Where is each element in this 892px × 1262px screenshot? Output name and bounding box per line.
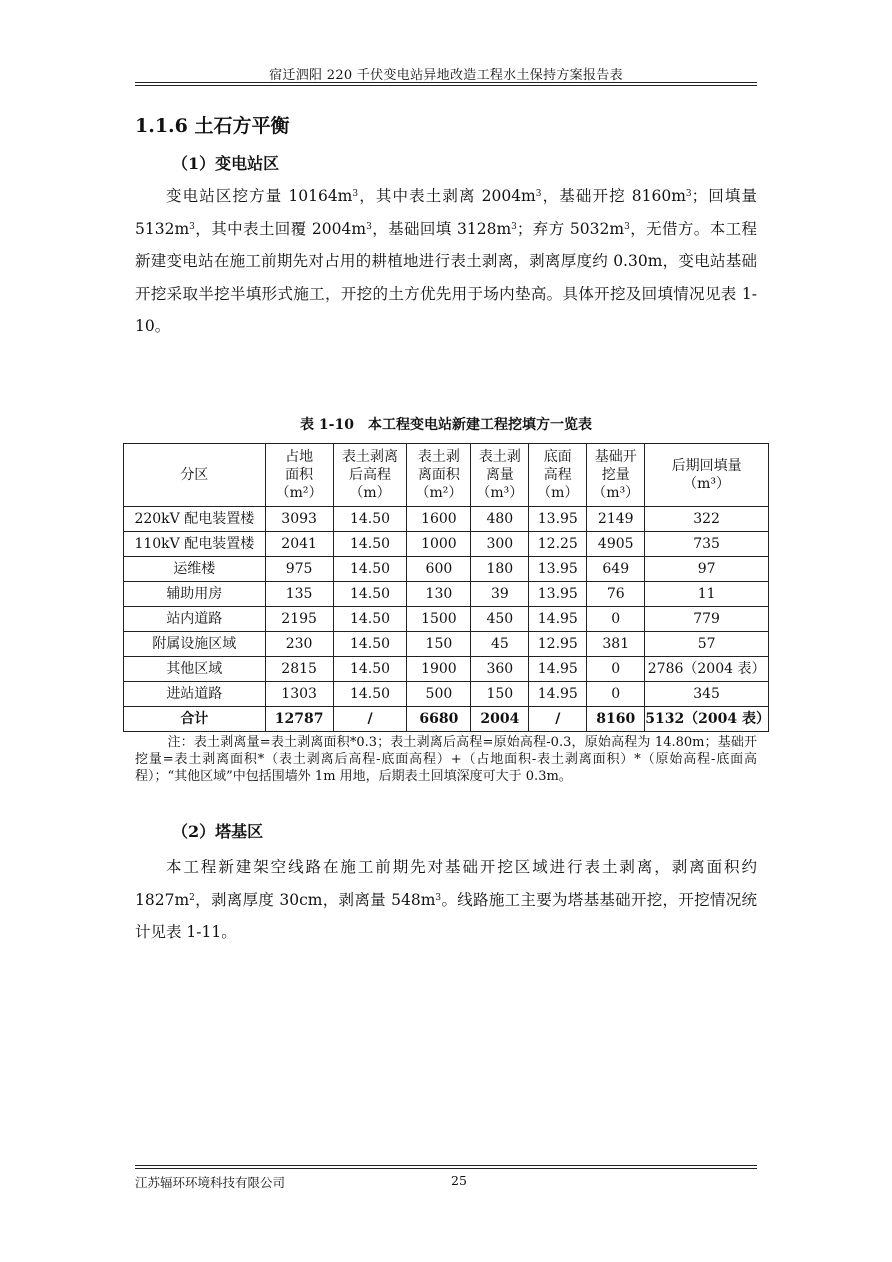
table-cell: 13.95 [529,507,587,532]
table-cell: 14.50 [333,607,407,632]
table-total-cell: / [333,707,407,732]
table-cell: 76 [587,582,645,607]
header-rule [135,82,757,83]
header-line: 基础开 [594,449,637,465]
section-heading [135,111,290,138]
table-row [124,632,769,657]
header-line: 底面 [543,449,572,465]
earthwork-table [123,443,769,732]
header-line: 分区 [180,467,209,483]
table-cell: 辅助用房 [124,582,266,607]
substation-paragraph: 变电站区挖方量 $10164m^3$，其中表土剥离 $2004m^3$，基础开挖 $8160m^3$；回填量 $5132m^3$，其中表土回覆 $2004m^3$，基础回填 $3128m^3$；弃方 $5032m^3$，无借方。本工程新建变电站在施工前期先对占用的耕植地进行表土剥离，剥离厚度约 0.30m，变电站基础开挖采取半挖半填形式施工，开挖的土方优先用于场内垫高。具体开挖及回填情况见表 1-10。 [135,187,758,335]
table-cell: 14.95 [529,607,587,632]
table-row [124,682,769,707]
header-line: 高程 [543,467,572,483]
table-row [124,657,769,682]
table-cell: 230 [265,632,333,657]
table-total-cell: 5132（2004 表） [645,707,769,732]
table-total-cell: 2004 [471,707,529,732]
table-cell: 12.25 [529,532,587,557]
header-line: 占地 [285,449,314,465]
table-row [124,557,769,582]
table-cell: 450 [471,607,529,632]
header-line: 表土剥 [417,449,460,465]
table-cell: 1600 [407,507,471,532]
page-header: 宿迁泗阳 220 千伏变电站异地改造工程水土保持方案报告表 [269,68,623,83]
table-total-cell: / [529,707,587,732]
header-rule-thin [135,85,757,86]
table-cell: 14.50 [333,582,407,607]
table-total-cell: 6680 [407,707,471,732]
footer-rule-thin [135,1165,757,1166]
table-cell: 500 [407,682,471,707]
table-header-cell [529,444,587,507]
table-cell: 1900 [407,657,471,682]
table-header-cell [407,444,471,507]
table-cell: 14.50 [333,532,407,557]
table-cell: 39 [471,582,529,607]
table-cell: 2149 [587,507,645,532]
table-cell: 600 [407,557,471,582]
header-line: （m³） [476,485,524,501]
table-caption: 表 1-10 本工程变电站新建工程挖填方一览表 [300,417,592,433]
table-cell: 0 [587,682,645,707]
header-line: （m²） [415,485,463,501]
table-header-cell [124,444,266,507]
table-cell: 150 [471,682,529,707]
table-cell: 14.50 [333,632,407,657]
table-cell: 2815 [265,657,333,682]
table-cell: 13.95 [529,582,587,607]
page-number: 25 [451,1173,467,1188]
table-cell: 12.95 [529,632,587,657]
table-header-cell [645,444,769,507]
table-row [124,532,769,557]
tower-paragraph: 本工程新建架空线路在施工前期先对基础开挖区域进行表土剥离，剥离面积约 $1827m^2$，剥离厚度 30cm，剥离量 $548m^3$。线路施工主要为塔基基础开挖，开挖情况统计见表 1-11。 [135,858,757,941]
header-line: 离面积 [417,467,460,483]
table-cell: 附属设施区域 [124,632,266,657]
section-number: 1.1.6 [135,115,188,137]
table-cell: 381 [587,632,645,657]
table-cell: 0 [587,607,645,632]
table-cell: 4905 [587,532,645,557]
table-cell: 14.95 [529,657,587,682]
header-line: 面积 [285,467,314,483]
table-cell: 14.50 [333,657,407,682]
table-total-row [124,707,769,732]
table-cell: 300 [471,532,529,557]
table-header-row [124,444,769,507]
subsection-tower-title: （2）塔基区 [172,822,264,841]
table-cell: 3093 [265,507,333,532]
table-header-cell [471,444,529,507]
footer-rule [135,1168,757,1169]
table-cell: 150 [407,632,471,657]
header-line: （m²） [275,485,323,501]
table-cell: 14.50 [333,507,407,532]
header-line: 挖量 [601,467,630,483]
table-cell: 649 [587,557,645,582]
table-cell: 480 [471,507,529,532]
footer-company: 江苏辐环环境科技有限公司 [135,1175,286,1190]
table-cell: 130 [407,582,471,607]
table-cell: 735 [645,532,769,557]
table-cell: 1303 [265,682,333,707]
table-cell: 97 [645,557,769,582]
header-line: 表土剥离 [342,449,398,465]
table-cell: 14.50 [333,557,407,582]
table-cell: 2786（2004 表） [645,657,769,682]
table-cell: 135 [265,582,333,607]
table-header-cell [265,444,333,507]
table-cell: 11 [645,582,769,607]
table-row [124,582,769,607]
header-line: 后高程 [349,467,391,483]
table-cell: 45 [471,632,529,657]
table-cell: 1500 [407,607,471,632]
table-cell: 180 [471,557,529,582]
table-cell: 345 [645,682,769,707]
table-cell: 14.50 [333,682,407,707]
table-cell: 1000 [407,532,471,557]
table-cell: 站内道路 [124,607,266,632]
table-cell: 360 [471,657,529,682]
table-cell: 进站道路 [124,682,266,707]
header-line: （m） [349,485,391,501]
table-row [124,607,769,632]
table-row [124,507,769,532]
table-total-cell: 合计 [124,707,266,732]
table-cell: 13.95 [529,557,587,582]
table-note: 注：表土剥离量=表土剥离面积*0.3；表土剥离后高程=原始高程-0.3，原始高程为 14.80m；基础开挖量=表土剥离面积*（表土剥离后高程-底面高程）+（占地面积-表土剥离面积）*（原始高程-底面高程）；“其他区域”中包括围墙外 1m 用地，后期表土回填深度可大于 0.3m。 [135,735,757,784]
table-cell: 14.95 [529,682,587,707]
header-line: 后期回填量 [671,458,742,474]
table-header-cell [587,444,645,507]
table-total-cell: 8160 [587,707,645,732]
table-cell: 运维楼 [124,557,266,582]
table-cell: 220kV 配电装置楼 [124,507,266,532]
subsection-substation-title: （1）变电站区 [172,154,280,173]
table-cell: 975 [265,557,333,582]
header-line: （m³） [592,485,640,501]
table-cell: 其他区域 [124,657,266,682]
table-cell: 0 [587,657,645,682]
section-title: 土石方平衡 [194,115,290,137]
table-cell: 110kV 配电装置楼 [124,532,266,557]
header-line: 离量 [485,467,514,483]
table-cell: 322 [645,507,769,532]
table-cell: 2041 [265,532,333,557]
table-header-cell [333,444,407,507]
table-cell: 57 [645,632,769,657]
table-total-cell: 12787 [265,707,333,732]
table-cell: 2195 [265,607,333,632]
header-line: （m³） [683,476,731,492]
header-line: 表土剥 [478,449,521,465]
header-line: （m） [537,485,579,501]
table-cell: 779 [645,607,769,632]
